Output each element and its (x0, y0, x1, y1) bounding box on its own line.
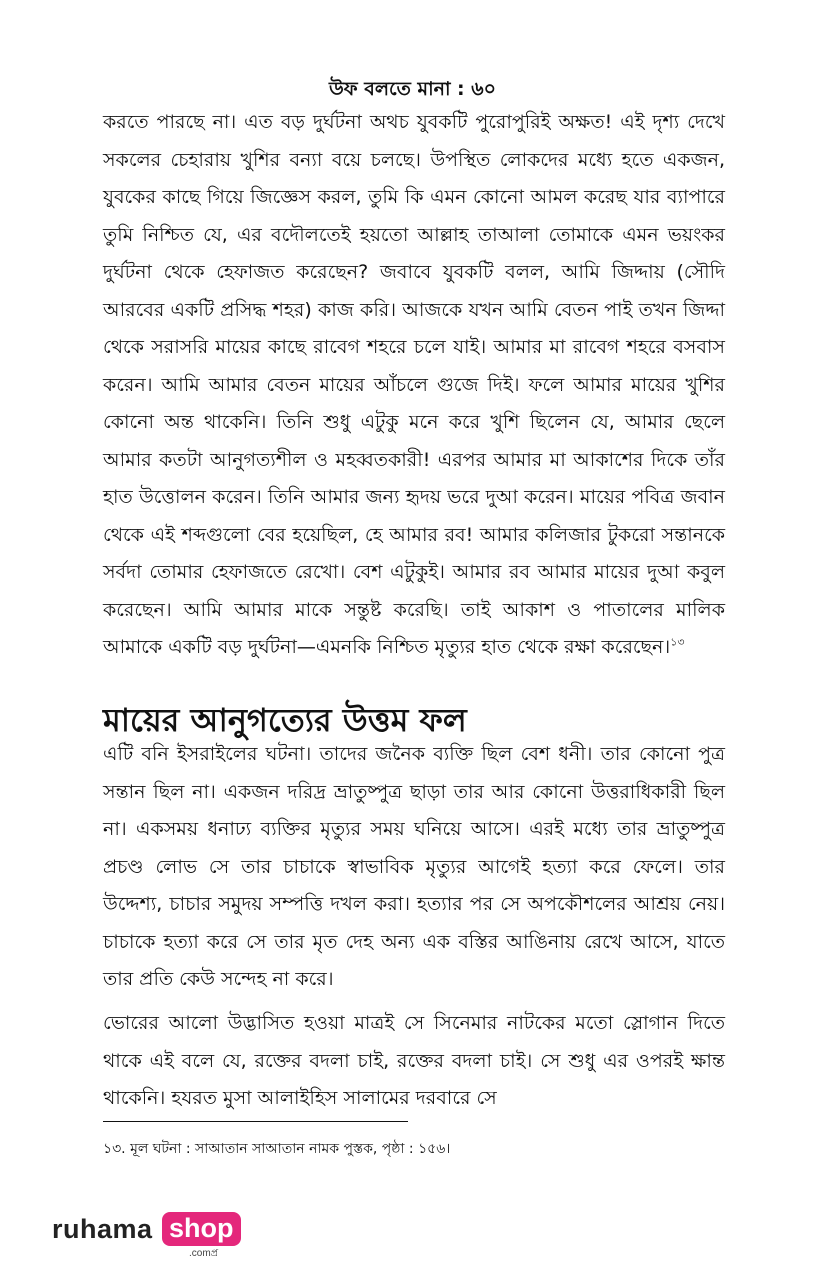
body-paragraph-3: ভোরের আলো উদ্ভাসিত হওয়া মাত্রই সে সিনেমার নাটকের মতো স্লোগান দিতে থাকে এই বলে যে, রক্তের বদলা চাই, রক্তের বদলা চাই। সে শুধু এর ওপরই ক্ষান্ত থাকেনি। হযরত মুসা আলাইহিস সালামের দরবারে সে (103, 1012, 725, 1109)
footnote-reference: ১৩ (670, 635, 685, 649)
body-paragraph-2: এটি বনি ইসরাইলের ঘটনা। তাদের জনৈক ব্যক্তি ছিল বেশ ধনী। তার কোনো পুত্র সন্তান ছিল না। একজন দরিদ্র ভ্রাতুষ্পুত্র ছাড়া তার আর কোনো উত্তরাধিকারী ছিল না। একসময় ধনাঢ্য ব্যক্তির মৃত্যুর সময় ঘনিয়ে আসে। এরই মধ্যে তার ভ্রাতুষ্পুত্র প্রচণ্ড লোভ সে তার চাচাকে স্বাভাবিক মৃত্যুর আগেই হত্যা করে ফেলে। তার উদ্দেশ্য, চাচার সমুদয় সম্পত্তি দখল করা। হত্যার পর সে অপকৌশলের আশ্রয় নেয়। চাচাকে হত্যা করে সে তার মৃত দেহ অন্য এক বস্তির আঙিনায় রেখে আসে, যাতে তার প্রতি কেউ সন্দেহ না করে। (103, 743, 725, 990)
publisher-logo (52, 1212, 232, 1262)
logo-shop-badge: shop (162, 1212, 241, 1246)
footnote: ১৩. মূল ঘটনা : সাআতান সাআতান নামক পুস্তক, পৃষ্ঠা : ১৫৬। (103, 1141, 451, 1157)
running-header: উফ বলতে মানা : ৬০ (329, 78, 496, 100)
logo-domain: .comপ্র (189, 1248, 219, 1259)
paragraph-1-text: করতে পারছে না। এত বড় দুর্ঘটনা অথচ যুবকটি পুরোপুরিই অক্ষত! এই দৃশ্য দেখে সকলের চেহারায় খুশির বন্যা বয়ে চলছে। উপস্থিত লোকদের মধ্যে হতে একজন, যুবকের কাছে গিয়ে জিজ্ঞেস করল, তুমি কি এমন কোনো আমল করেছ যার ব্যাপারে তুমি নিশ্চিত যে, এর বদৌলতেই হয়তো আল্লাহ তাআলা তোমাকে এমন ভয়ংকর দুর্ঘটনা থেকে হেফাজত করেছেন? জবাবে যুবকটি বলল, আমি জিদ্দায় (সৌদি আরবের একটি প্রসিদ্ধ শহর) কাজ করি। আজকে যখন আমি বেতন পাই তখন জিদ্দা থেকে সরাসরি মায়ের কাছে রাবেগ শহরে চলে যাই। আমার মা রাবেগ শহরে বসবাস করেন। আমি আমার বেতন মায়ের আঁচলে গুজে দিই। ফলে আমার মায়ের খুশির কোনো অন্ত থাকেনি। তিনি শুধু এটুকু মনে করে খুশি ছিলেন যে, আমার ছেলে আমার কতটা আনুগত্যশীল ও মহব্বতকারী! এরপর আমার মা আকাশের দিকে তাঁর হাত উত্তোলন করেন। তিনি আমার জন্য হৃদয় ভরে দুআ করেন। মায়ের পবিত্র জবান থেকে এই শব্দগুলো বের হয়েছিল, হে আমার রব! আমার কলিজার টুকরো সন্তানকে সর্বদা তোমার হেফাজতে রেখো। বেশ এটুকুই। আমার রব আমার মায়ের দুআ কবুল করেছেন। আমি আমার মাকে সন্তুষ্ট করেছি। তাই আকাশ ও পাতালের মালিক আমাকে একটি বড় দুর্ঘটনা—এমনকি নিশ্চিত মৃত্যুর হাত থেকে রক্ষা করেছেন। (103, 111, 725, 658)
section-title: মায়ের আনুগত্যের উত্তম ফল (103, 701, 467, 739)
body-paragraph-1 (103, 104, 725, 667)
footnote-divider (103, 1121, 408, 1122)
logo-wordmark: ruhama (52, 1214, 153, 1244)
